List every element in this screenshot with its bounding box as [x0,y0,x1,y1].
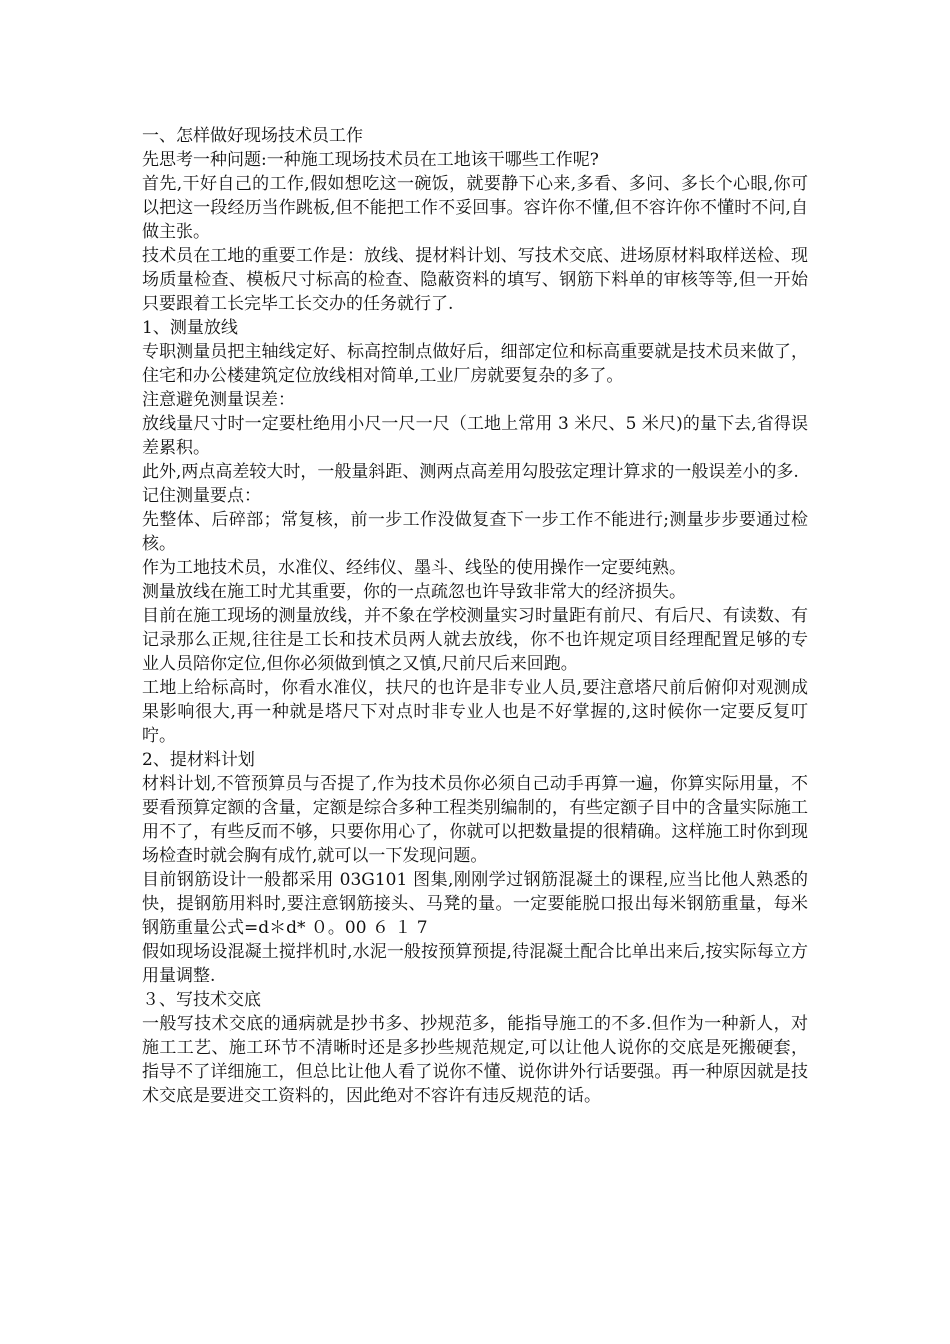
subsection-heading: 2、提材料计划 [142,750,255,770]
paragraph: 注意避免测量误差： [142,390,295,410]
paragraph: 目前钢筋设计一般都采用 03G101 图集,刚刚学过钢筋混凝土的课程,应当比他人熟悉的快，提钢筋用料时,要注意钢筋接头、马凳的量。一定要能脱口报出每米钢筋重量，每米钢筋重量公式=d＊d* ０。00 ６ １ 7 [142,870,808,938]
paragraph: 一般写技术交底的通病就是抄书多、抄规范多，能指导施工的不多.但作为一种新人，对施工工艺、施工环节不清晰时还是多抄些规范规定,可以让他人说你的交底是死搬硬套，指导不了详细施工，但总比让他人看了说你不懂、说你讲外行话要强。再一种原因就是技术交底是要进交工资料的，因此绝对不容许有违反规范的话。 [142,1014,808,1106]
paragraph: 目前在施工现场的测量放线，并不象在学校测量实习时量距有前尺、有后尺、有读数、有记录那么正规,往往是工长和技术员两人就去放线，你不也许规定项目经理配置足够的专业人员陪你定位,但你必须做到慎之又慎,尺前尺后来回跑。 [142,606,808,674]
paragraph: 放线量尺寸时一定要杜绝用小尺一尺一尺（工地上常用 3 米尺、5 米尺)的量下去,省得误差累积。 [142,414,808,458]
subsection-heading: ３、写技术交底 [142,990,261,1010]
paragraph: 工地上给标高时，你看水准仪，扶尺的也许是非专业人员,要注意塔尺前后俯仰对观测成果影响很大,再一种就是塔尺下对点时非专业人也是不好掌握的,这时候你一定要反复叮咛。 [142,678,808,746]
paragraph: 测量放线在施工时尤其重要，你的一点疏忽也许导致非常大的经济损失。 [142,582,686,602]
paragraph: 记住测量要点： [142,486,261,506]
paragraph: 假如现场设混凝土搅拌机时,水泥一般按预算预提,待混凝土配合比单出来后,按实际每立方用量调整. [142,942,808,986]
paragraph: 首先,干好自己的工作,假如想吃这一碗饭，就要静下心来,多看、多问、多长个心眼,你可以把这一段经历当作跳板,但不能把工作不妥回事。容许你不懂,但不容许你不懂时不问,自做主张。 [142,174,808,242]
paragraph: 此外,两点高差较大时，一般量斜距、测两点高差用勾股弦定理计算求的一般误差小的多. [142,462,799,482]
section-heading: 一、怎样做好现场技术员工作 [142,126,363,146]
paragraph: 技术员在工地的重要工作是：放线、提材料计划、写技术交底、进场原材料取样送检、现场质量检查、模板尺寸标高的检查、隐蔽资料的填写、钢筋下料单的审核等等,但一开始只要跟着工长完毕工长交办的任务就行了. [142,246,808,314]
paragraph: 材料计划,不管预算员与否提了,作为技术员你必须自己动手再算一遍，你算实际用量，不要看预算定额的含量，定额是综合多种工程类别编制的，有些定额子目中的含量实际施工用不了，有些反而不够，只要你用心了，你就可以把数量提的很精确。这样施工时你到现场检查时就会胸有成竹,就可以一下发现问题。 [142,774,808,866]
paragraph: 专职测量员把主轴线定好、标高控制点做好后，细部定位和标高重要就是技术员来做了，住宅和办公楼建筑定位放线相对简单,工业厂房就要复杂的多了。 [142,342,808,386]
subsection-heading: 1、测量放线 [142,318,238,338]
paragraph: 先整体、后碎部；常复核，前一步工作没做复查下一步工作不能进行;测量步步要通过检核。 [142,510,808,554]
paragraph: 先思考一种问题:一种施工现场技术员在工地该干哪些工作呢? [142,150,599,170]
document-body [142,124,808,1108]
paragraph: 作为工地技术员，水准仪、经纬仪、墨斗、线坠的使用操作一定要纯熟。 [142,558,686,578]
